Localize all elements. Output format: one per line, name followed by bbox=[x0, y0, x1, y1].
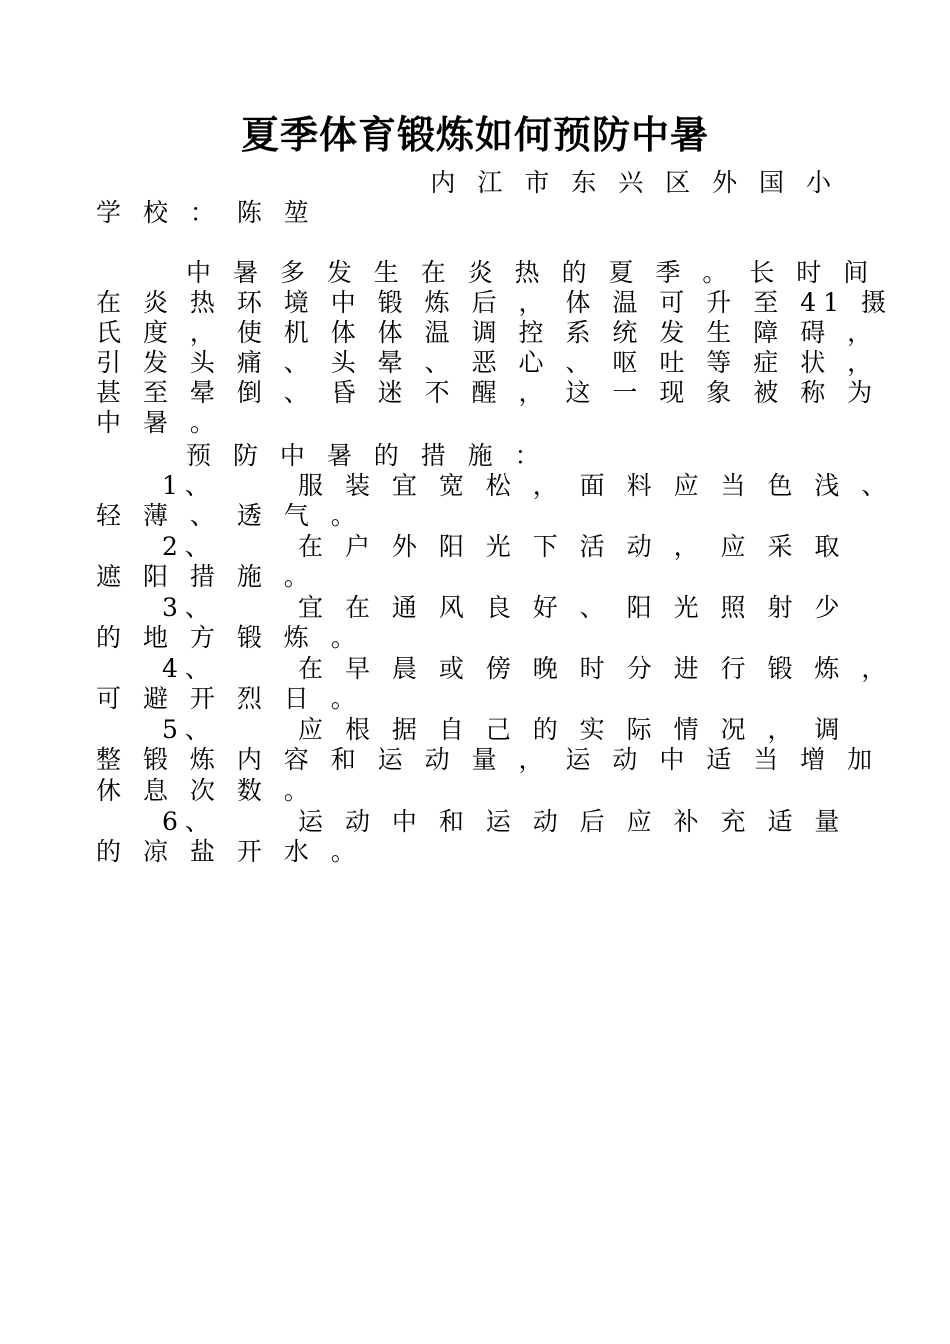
measure-3-line-1: 宜 在 通 风 良 好 、 阳 光 照 射 少 bbox=[298, 593, 847, 622]
measure-1-number: 1、 bbox=[162, 471, 217, 500]
intro-line-1: 中 暑 多 发 生 在 炎 热 的 夏 季 。 长 时 间 bbox=[186, 258, 876, 287]
document-title: 夏季体育锻炼如何预防中暑 bbox=[240, 113, 709, 157]
measure-3-number: 3、 bbox=[162, 593, 217, 622]
measure-2-line-1: 在 户 外 阳 光 下 活 动 ， 应 采 取 bbox=[298, 532, 847, 561]
measure-6-line-2: 的 凉 盐 开 水 。 bbox=[96, 837, 363, 866]
author-line-2: 学 校 ： 陈 堃 bbox=[96, 198, 316, 227]
measure-4-line-1: 在 早 晨 或 傍 晚 时 分 进 行 锻 炼 ， bbox=[298, 654, 894, 683]
intro-line-4: 引 发 头 痛 、 头 晕 、 恶 心 、 呕 吐 等 症 状 ， bbox=[96, 348, 880, 377]
measure-4-number: 4、 bbox=[162, 654, 217, 683]
measure-5-line-3: 休 息 次 数 。 bbox=[96, 776, 316, 805]
measure-2-line-2: 遮 阳 措 施 。 bbox=[96, 562, 316, 591]
intro-line-5: 甚 至 晕 倒 、 昏 迷 不 醒 ， 这 一 现 象 被 称 为 bbox=[96, 378, 880, 407]
intro-line-3: 氏 度 ， 使 机 体 体 温 调 控 系 统 发 生 障 碍 ， bbox=[96, 318, 880, 347]
measure-4-line-2: 可 避 开 烈 日 。 bbox=[96, 684, 363, 713]
measure-6-line-1: 运 动 中 和 运 动 后 应 补 充 适 量 bbox=[298, 807, 847, 836]
intro-line-2: 在 炎 热 环 境 中 锻 炼 后 ， 体 温 可 升 至 41 摄 bbox=[96, 288, 893, 317]
measure-1-line-2: 轻 薄 、 透 气 。 bbox=[96, 501, 363, 530]
measures-heading: 预 防 中 暑 的 措 施 ： bbox=[186, 441, 547, 470]
measure-5-line-2: 整 锻 炼 内 容 和 运 动 量 ， 运 动 中 适 当 增 加 bbox=[96, 745, 880, 774]
author-line-1: 内 江 市 东 兴 区 外 国 小 bbox=[430, 168, 838, 197]
measure-6-number: 6、 bbox=[162, 807, 217, 836]
measure-3-line-2: 的 地 方 锻 炼 。 bbox=[96, 623, 363, 652]
measure-5-number: 5、 bbox=[162, 715, 217, 744]
measure-5-line-1: 应 根 据 自 己 的 实 际 情 况 ， 调 bbox=[298, 715, 847, 744]
measure-2-number: 2、 bbox=[162, 532, 217, 561]
measure-1-line-1: 服 装 宜 宽 松 ， 面 料 应 当 色 浅 、 bbox=[298, 471, 894, 500]
intro-line-6: 中 暑 。 bbox=[96, 408, 222, 437]
